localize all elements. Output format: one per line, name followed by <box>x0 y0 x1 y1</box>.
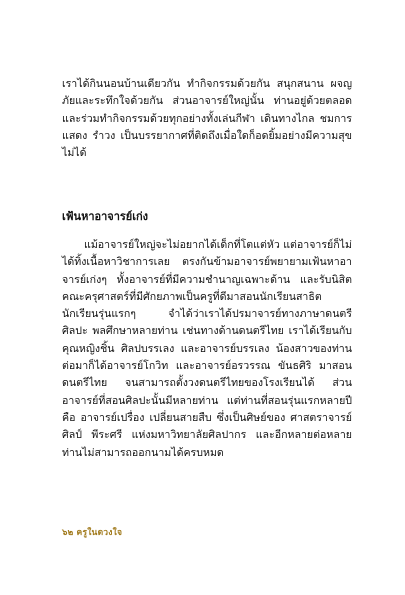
paragraph-intro: เราได้กินนอนบ้านเดียวกัน ทำกิจกรรมด้วยกัน สนุกสนาน ผจญภัยและระทึกใจด้วยกัน ส่วนอาจารย์ใหญ่นั้น ท่านอยู่ด้วยตลอดและร่วมทำกิจกรรมด้วยทุกอย่างทั้งเล่นกีฬา เดินทางไกล ชมการแสดง รำวง เป็นบรรยากาศที่ติดถึงเมื่อใดก็อดยิ้มอย่างมีความสุขไม่ได้ <box>62 78 352 160</box>
section-heading: เฟ้นหาอาจารย์เก่ง <box>62 210 149 223</box>
paragraph-body: แม้อาจารย์ใหญ่จะไม่อยากได้เด็กที่โตแต่หัว แต่อาจารย์ก็ไม่ได้ทิ้งเนื้อหาวิชาการเลย ตรงกันข้ามอาจารย์พยายามเฟ้นหาอาจารย์เก่งๆ ทั้งอาจารย์ที่มีความชำนาญเฉพาะด้าน และรับนิสิตคณะครุศาสตร์ที่มีศักยภาพเป็นครูที่ดีมาสอนนักเรียนสาธิต นักเรียนรุ่นแรกๆ จำได้ว่าเราได้ปรมาจารย์ทางภาษาดนตรี ศิลปะ พลศึกษาหลายท่าน เช่นทางด้านดนตรีไทย เราได้เรียนกับคุณหญิงชิ้น ศิลปบรรเลง และอาจารย์บรรเลง น้องสาวของท่าน ต่อมาก็ได้อาจารย์โกวิท และอาจารย์อรวรรณ ขันธศิริ มาสอนดนตรีไทย จนสามารถตั้งวงดนตรีไทยของโรงเรียนได้ ส่วนอาจารย์ที่สอนศิลปะนั้นมีหลายท่าน แต่ท่านที่สอนรุ่นแรกหลายปีคือ อาจารย์เปรื่อง เปลี่ยนสายสืบ ซึ่งเป็นศิษย์ของ ศาสตราจารย์ศิลป์ พีระศรี แห่งมหาวิทยาลัยศิลปากร และอีกหลายต่อหลายท่านไม่สามารถออกนามได้ครบหมด <box>62 239 352 459</box>
page-footer: ๖๒ ครูในดวงใจ <box>62 528 123 538</box>
